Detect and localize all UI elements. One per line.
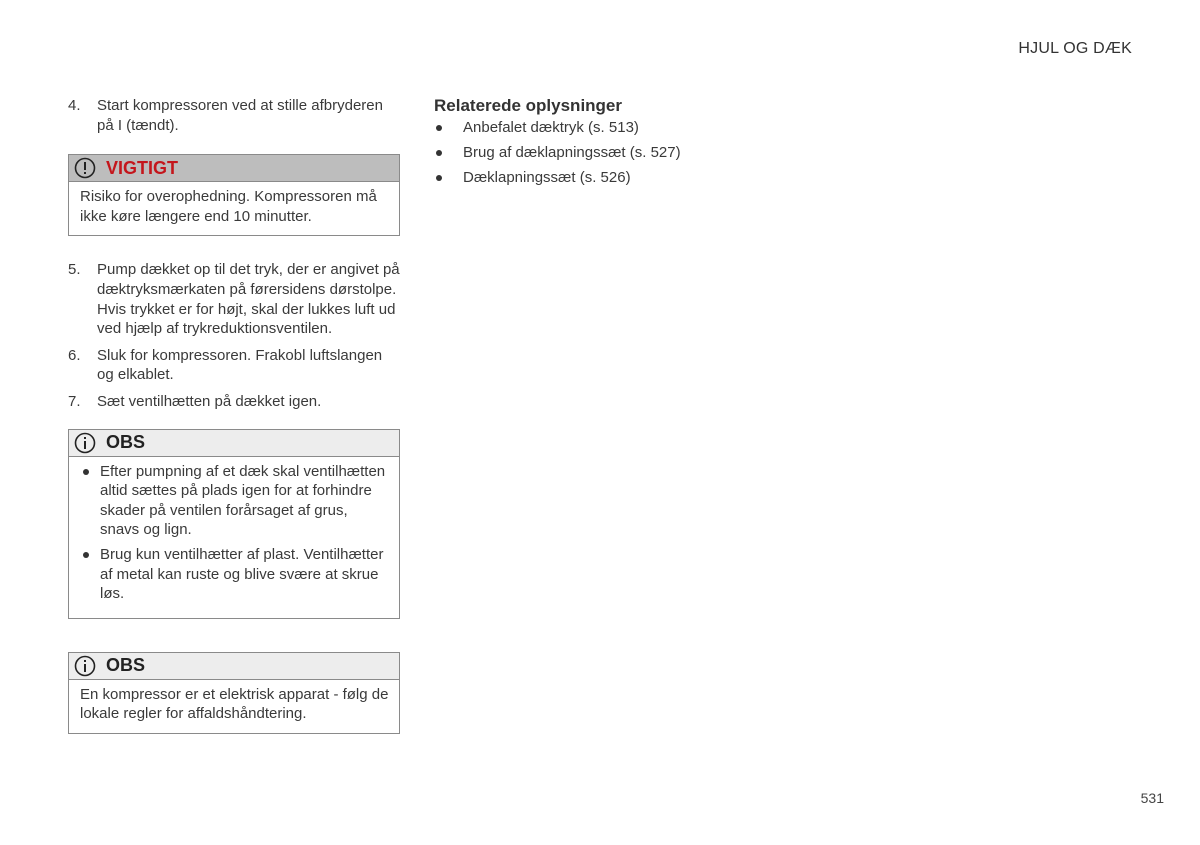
related-link[interactable]: Anbefalet dæktryk (s. 513) <box>434 118 734 138</box>
page-number: 531 <box>1140 790 1164 806</box>
step-number: 4. <box>68 97 81 114</box>
right-column <box>434 96 734 193</box>
related-link[interactable]: Brug af dæklapningssæt (s. 527) <box>434 143 734 163</box>
obs-body: En kompressor er et elektrisk apparat - følg de lokale regler for affaldshåndtering. <box>80 685 389 723</box>
important-header <box>69 155 399 182</box>
obs-bullet-list <box>80 462 389 604</box>
step-6 <box>68 346 400 385</box>
step-number: 5. <box>68 261 81 279</box>
section-header: HJUL OG DÆK <box>1018 40 1132 57</box>
list-item: Brug kun ventilhætter af plast. Ventilhætter af metal kan ruste og blive svære at skrue løs. <box>80 545 389 604</box>
obs-title: OBS <box>106 432 146 453</box>
obs-box-2 <box>68 652 400 734</box>
step-text: Pump dækket op til det tryk, der er angivet på dæktryksmærkaten på førersidens dørstolpe. Hvis trykket er for højt, skal der lukkes luft ud ved hjælp af trykreduktionsventilen. <box>97 261 400 338</box>
info-circle-icon <box>74 655 96 677</box>
important-title: VIGTIGT <box>106 157 178 178</box>
obs-body <box>69 457 399 618</box>
related-link[interactable]: Dæklapningssæt (s. 526) <box>434 168 734 188</box>
obs-title: OBS <box>106 655 146 676</box>
important-box <box>68 154 400 236</box>
step-number: 6. <box>68 346 81 364</box>
step-text: Sluk for kompressoren. Frakobl luftslangen og elkablet. <box>97 346 383 384</box>
step-5 <box>68 260 400 338</box>
related-info-heading: Relaterede oplysninger <box>434 96 623 115</box>
important-body: Risiko for overophedning. Kompressoren må ikke køre længere end 10 minutter. <box>80 188 377 225</box>
exclamation-circle-icon <box>74 157 96 179</box>
list-item: Efter pumpning af et dæk skal ventilhætten altid sættes på plads igen for at forhindre skader på ventilen forårsaget af grus, snavs og lign. <box>80 462 389 540</box>
step-number: 7. <box>68 392 81 410</box>
info-circle-icon <box>74 432 96 454</box>
left-column <box>68 96 400 758</box>
step-4 <box>68 96 400 135</box>
step-text: Start kompressoren ved at stille afbryderen på I (tændt). <box>97 97 383 134</box>
obs-header <box>69 653 399 680</box>
obs-header <box>69 430 399 457</box>
step-7 <box>68 392 400 412</box>
obs-box-1 <box>68 429 400 619</box>
step-text: Sæt ventilhætten på dækket igen. <box>97 392 322 410</box>
related-links-list <box>434 118 734 188</box>
